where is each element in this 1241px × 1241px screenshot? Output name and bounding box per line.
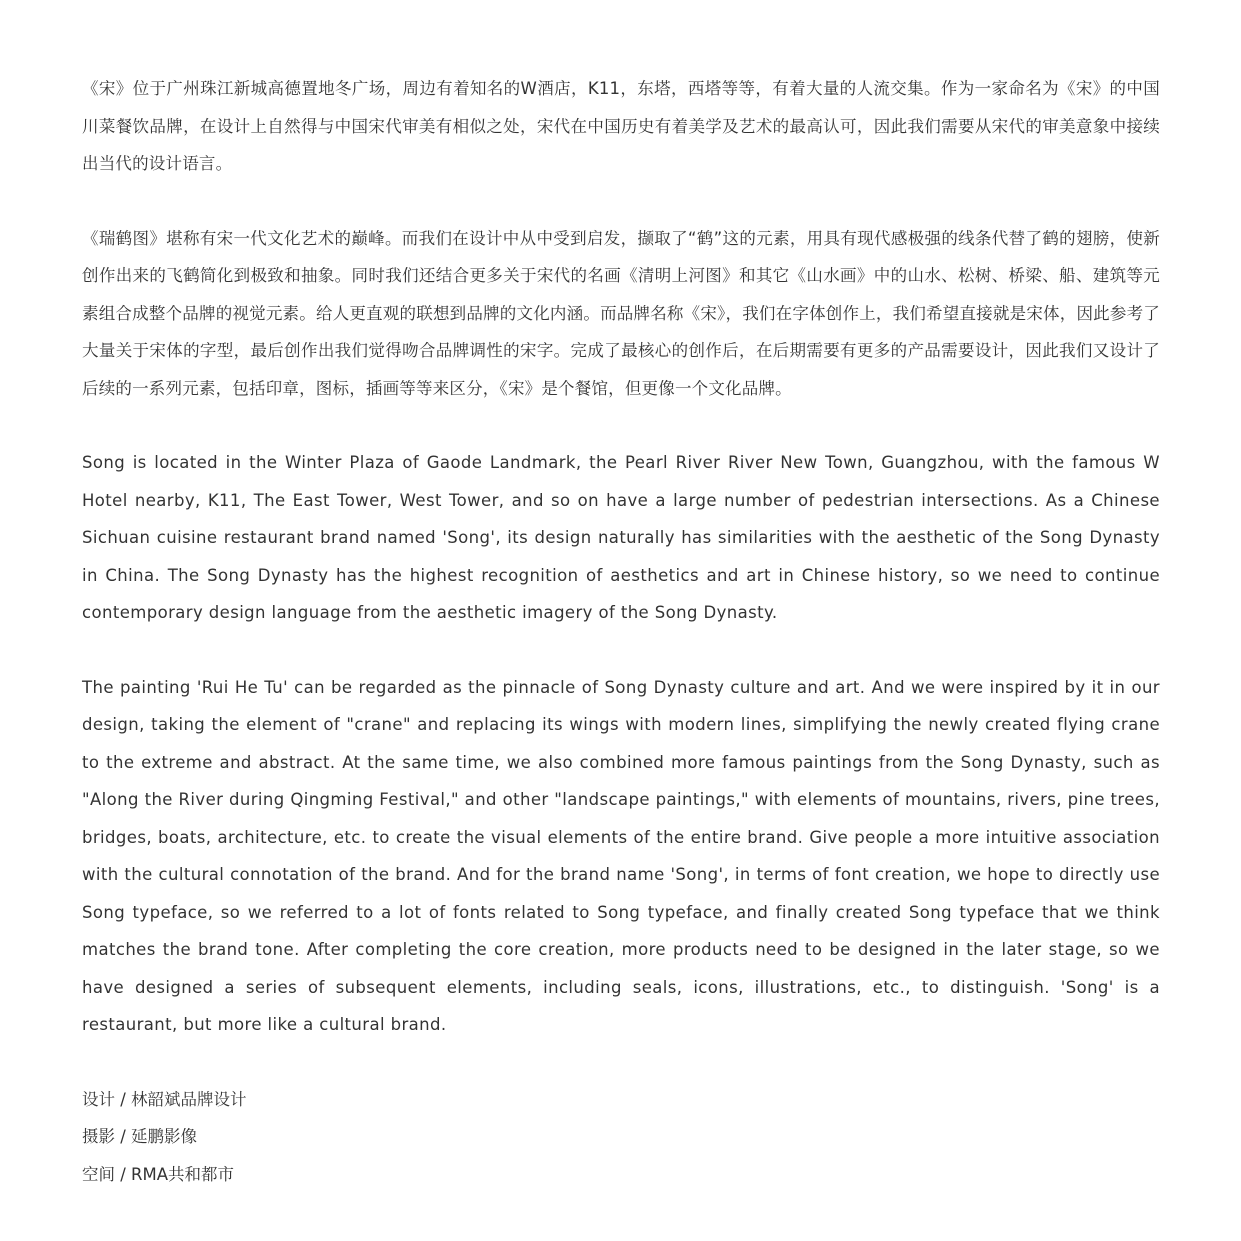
- article-body: [82, 70, 1160, 1193]
- paragraph-zh-intro: 《宋》位于广州珠江新城高德置地冬广场，周边有着知名的W酒店，K11，东塔，西塔等等，有着大量的人流交集。作为一家命名为《宋》的中国川菜餐饮品牌，在设计上自然得与中国宋代审美有相似之处，宋代在中国历史有着美学及艺术的最高认可，因此我们需要从宋代的审美意象中接续出当代的设计语言。: [82, 79, 1160, 173]
- credit-design: 设计 / 林韶斌品牌设计: [82, 1089, 247, 1109]
- paragraph-en-intro: Song is located in the Winter Plaza of Gaode Landmark, the Pearl River River New Town, Guangzhou, with the famous W Hotel nearby, K11, The East Tower, West Tower, and so on have a large number of pedestrian intersections. As a Chinese Sichuan cuisine restaurant brand named 'Song', its design naturally has similarities with the aesthetic of the Song Dynasty in China. The Song Dynasty has the highest recognition of aesthetics and art in Chinese history, so we need to continue contemporary design language from the aesthetic imagery of the Song Dynasty.: [82, 453, 1160, 622]
- paragraph-zh-design: 《瑞鹤图》堪称有宋一代文化艺术的巅峰。而我们在设计中从中受到启发，撷取了“鹤”这的元素，用具有现代感极强的线条代替了鹤的翅膀，使新创作出来的飞鹤简化到极致和抽象。同时我们还结合更多关于宋代的名画《清明上河图》和其它《山水画》中的山水、松树、桥梁、船、建筑等元素组合成整个品牌的视觉元素。给人更直观的联想到品牌的文化内涵。而品牌名称《宋》，我们在字体创作上，我们希望直接就是宋体，因此参考了大量关于宋体的字型，最后创作出我们觉得吻合品牌调性的宋字。完成了最核心的创作后，在后期需要有更多的产品需要设计，因此我们又设计了后续的一系列元素，包括印章，图标，插画等等来区分，《宋》是个餐馆，但更像一个文化品牌。: [82, 228, 1160, 398]
- paragraph-en-design: The painting 'Rui He Tu' can be regarded as the pinnacle of Song Dynasty culture and art. And we were inspired by it in our design, taking the element of "crane" and replacing its wings with modern lines, simplifying the newly created flying crane to the extreme and abstract. At the same time, we also combined more famous paintings from the Song Dynasty, such as "Along the River during Qingming Festival," and other "landscape paintings," with elements of mountains, rivers, pine trees, bridges, boats, architecture, etc. to create the visual elements of the entire brand. Give people a more intuitive association with the cultural connotation of the brand. And for the brand name 'Song', in terms of font creation, we hope to directly use Song typeface, so we referred to a lot of fonts related to Song typeface, and finally created Song typeface that we think matches the brand tone. After completing the core creation, more products need to be designed in the later stage, so we have designed a series of subsequent elements, including seals, icons, illustrations, etc., to distinguish. 'Song' is a restaurant, but more like a cultural brand.: [82, 677, 1160, 1034]
- credit-space: 空间 / RMA共和都市: [82, 1164, 235, 1184]
- credits: [82, 1081, 1160, 1194]
- credit-photography: 摄影 / 延鹏影像: [82, 1127, 198, 1146]
